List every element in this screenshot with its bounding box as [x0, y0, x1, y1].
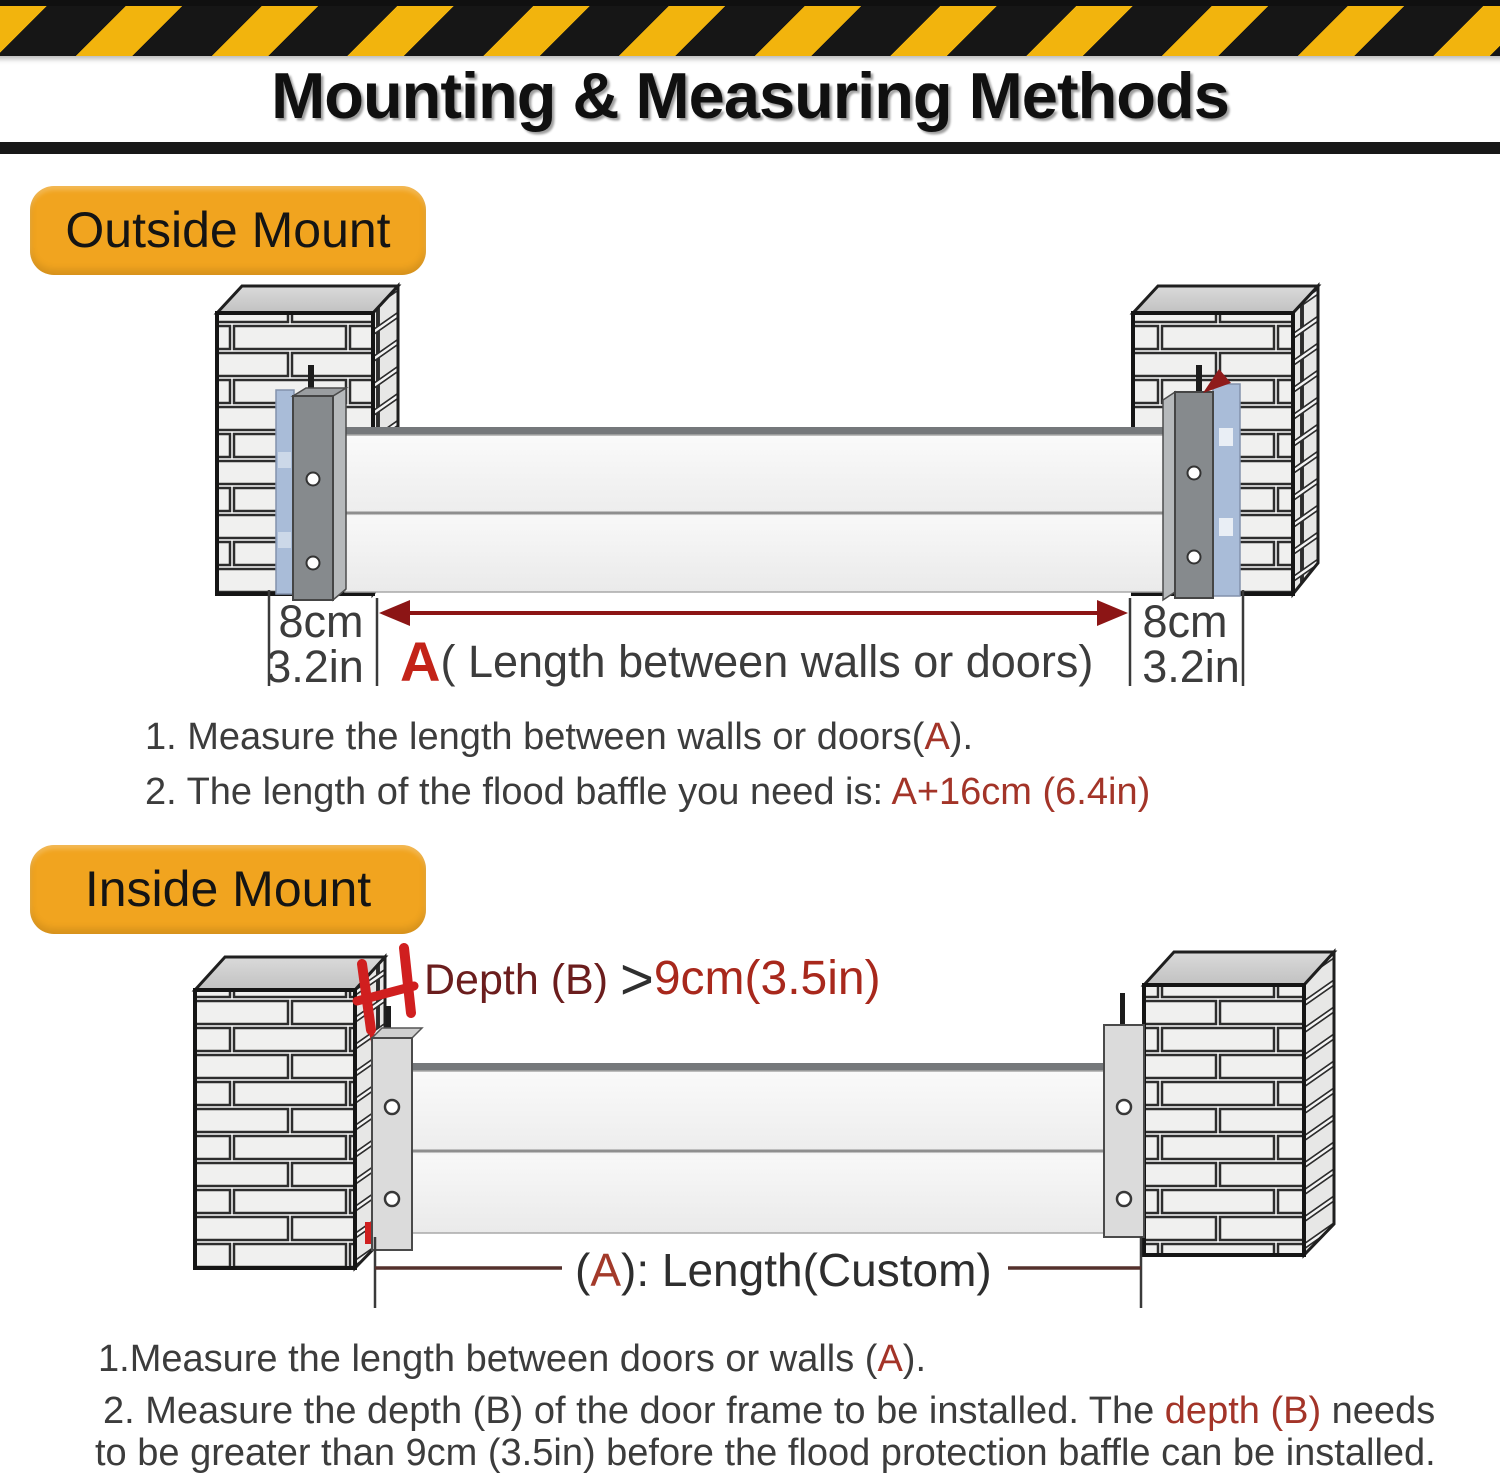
- page-title: Mounting & Measuring Methods: [271, 59, 1229, 132]
- dim-right-in: 3.2in: [1142, 641, 1240, 692]
- left-seal-strip: [276, 390, 294, 594]
- flood-baffle-panel-inside: [412, 1063, 1104, 1233]
- inside-step-2-line-2: to be greater than 9cm (3.5in) before the flood protection baffle can be installed.: [95, 1432, 1436, 1474]
- right-brick-pillar-inside: [1144, 952, 1334, 1255]
- depth-requirement-label: Depth (B) >9cm(3.5in): [424, 947, 881, 1012]
- inside-step-2-line-1: 2. Measure the depth (B) of the door frame to be installed. The depth (B) needs: [103, 1390, 1436, 1432]
- length-between-walls-label: A( Length between walls or doors): [400, 630, 1094, 693]
- outside-step-2: 2. The length of the flood baffle you need is: A+16cm (6.4in): [145, 771, 1151, 813]
- right-mounting-bracket-inside: [1104, 993, 1144, 1237]
- length-custom-label: (A): Length(Custom): [575, 1244, 992, 1296]
- flood-baffle-panel: [345, 427, 1174, 592]
- inside-mount-badge: Inside Mount: [30, 845, 426, 934]
- inside-step-1: 1.Measure the length between doors or walls (A).: [98, 1338, 927, 1380]
- dim-left-in: 3.2in: [266, 641, 364, 692]
- dim-left-cm: 8cm: [278, 596, 364, 647]
- left-mounting-bracket: [293, 365, 346, 600]
- right-mounting-bracket: [1163, 365, 1213, 600]
- dim-right-cm: 8cm: [1142, 596, 1228, 647]
- length-variable-a: A: [400, 630, 441, 693]
- outside-mount-badge: Outside Mount: [30, 186, 426, 275]
- length-variable-a-inside: A: [590, 1244, 622, 1296]
- outside-step-1: 1. Measure the length between walls or doors(A).: [145, 716, 974, 758]
- right-seal-strip: [1213, 384, 1240, 596]
